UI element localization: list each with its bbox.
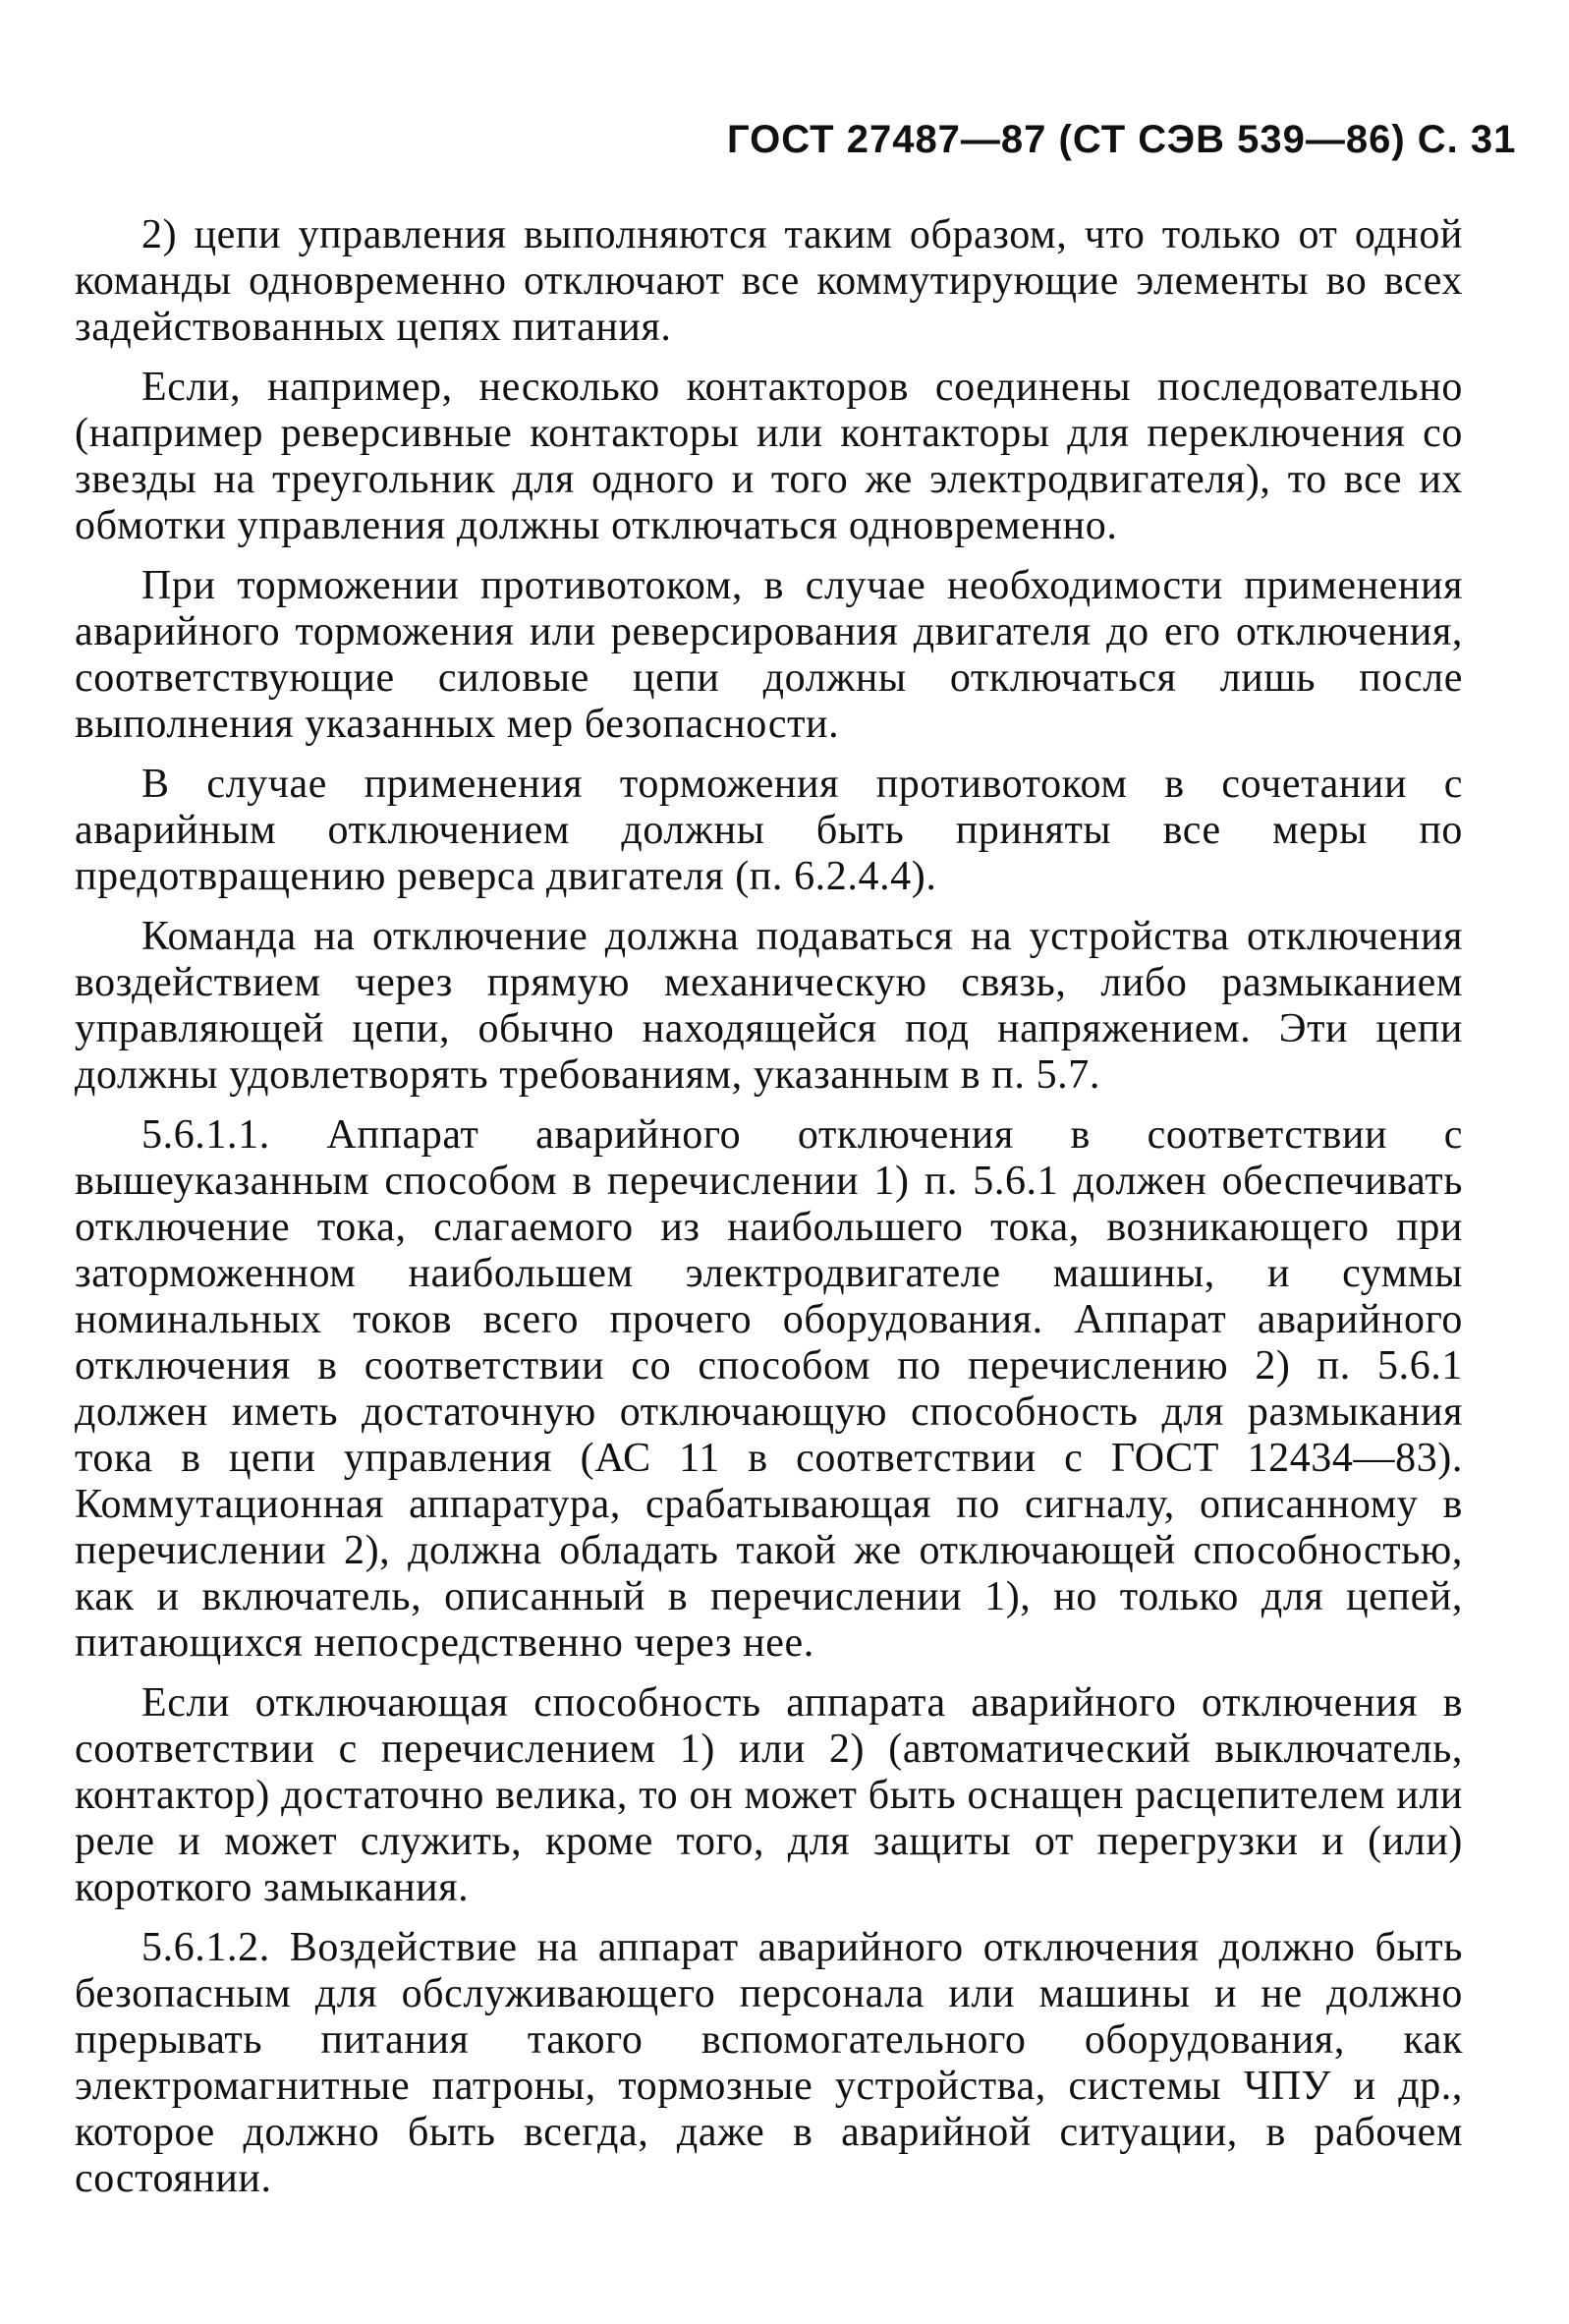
running-header: ГОСТ 27487—87 (СТ СЭВ 539—86) С. 31 — [727, 118, 1517, 161]
paragraph-clause-5-6-1-2: 5.6.1.2. Воздействие на аппарат аварийного отключения должно быть безопасным для обслуживающего персонала или машины и не должно прерывать питания такого вспомогательного оборудования, как электромагнитные патроны, тормозные устройства, системы ЧПУ и др., которое должно быть всегда, даже в аварийной ситуации, в рабочем состоянии. — [75, 1925, 1463, 2201]
paragraph-reverse-prevention: В случае применения торможения противотоком в сочетании с аварийным отключением должны быть приняты все меры по предотвращению реверса двигателя (п. 6.2.4.4). — [75, 762, 1463, 899]
paragraph-clause-5-6-1-1: 5.6.1.1. Аппарат аварийного отключения в соответствии с вышеуказанным способом в перечислении 1) п. 5.6.1 должен обеспечивать отключение тока, слагаемого из наибольшего тока, возникающего при заторможенном наибольшем электродвигателе машины, и суммы номинальных токов всего прочего оборудования. Аппарат аварийного отключения в соответствии со способом по перечислению 2) п. 5.6.1 должен иметь достаточную отключающую способность для размыкания тока в цепи управления (АС 11 в соответствии с ГОСТ 12434—83). Коммутационная аппаратура, срабатывающая по сигналу, описанному в перечислении 2), должна обладать такой же отключающей способностью, как и включатель, описанный в перечислении 1), но только для цепей, питающихся непосредственно через нее. — [75, 1112, 1463, 1666]
document-body — [75, 212, 1463, 2216]
paragraph-breaking-capacity: Если отключающая способность аппарата аварийного отключения в соответствии с перечислением 1) или 2) (автоматический выключатель, контактор) достаточно велика, то он может быть оснащен расцепителем или реле и может служить, кроме того, для защиты от перегрузки и (или) короткого замыкания. — [75, 1680, 1463, 1910]
paragraph-series-contactors: Если, например, несколько контакторов соединены последовательно (например реверсивные контакторы или контакторы для переключения со звезды на треугольник для одного и того же электродвигателя), то все их обмотки управления должны отключаться одновременно. — [75, 365, 1463, 548]
paragraph-control-circuits: 2) цепи управления выполняются таким образом, что только от одной команды одновременно отключают все коммутирующие элементы во всех задействованных цепях питания. — [75, 212, 1463, 350]
paragraph-plugging-braking: При торможении противотоком, в случае необходимости применения аварийного торможения или реверсирования двигателя до его отключения, соответствующие силовые цепи должны отключаться лишь после выполнения указанных мер безопасности. — [75, 563, 1463, 747]
paragraph-disconnect-command: Команда на отключение должна подаваться на устройства отключения воздействием через прямую механическую связь, либо размыканием управляющей цепи, обычно находящейся под напряжением. Эти цепи должны удовлетворять требованиям, указанным в п. 5.7. — [75, 914, 1463, 1098]
